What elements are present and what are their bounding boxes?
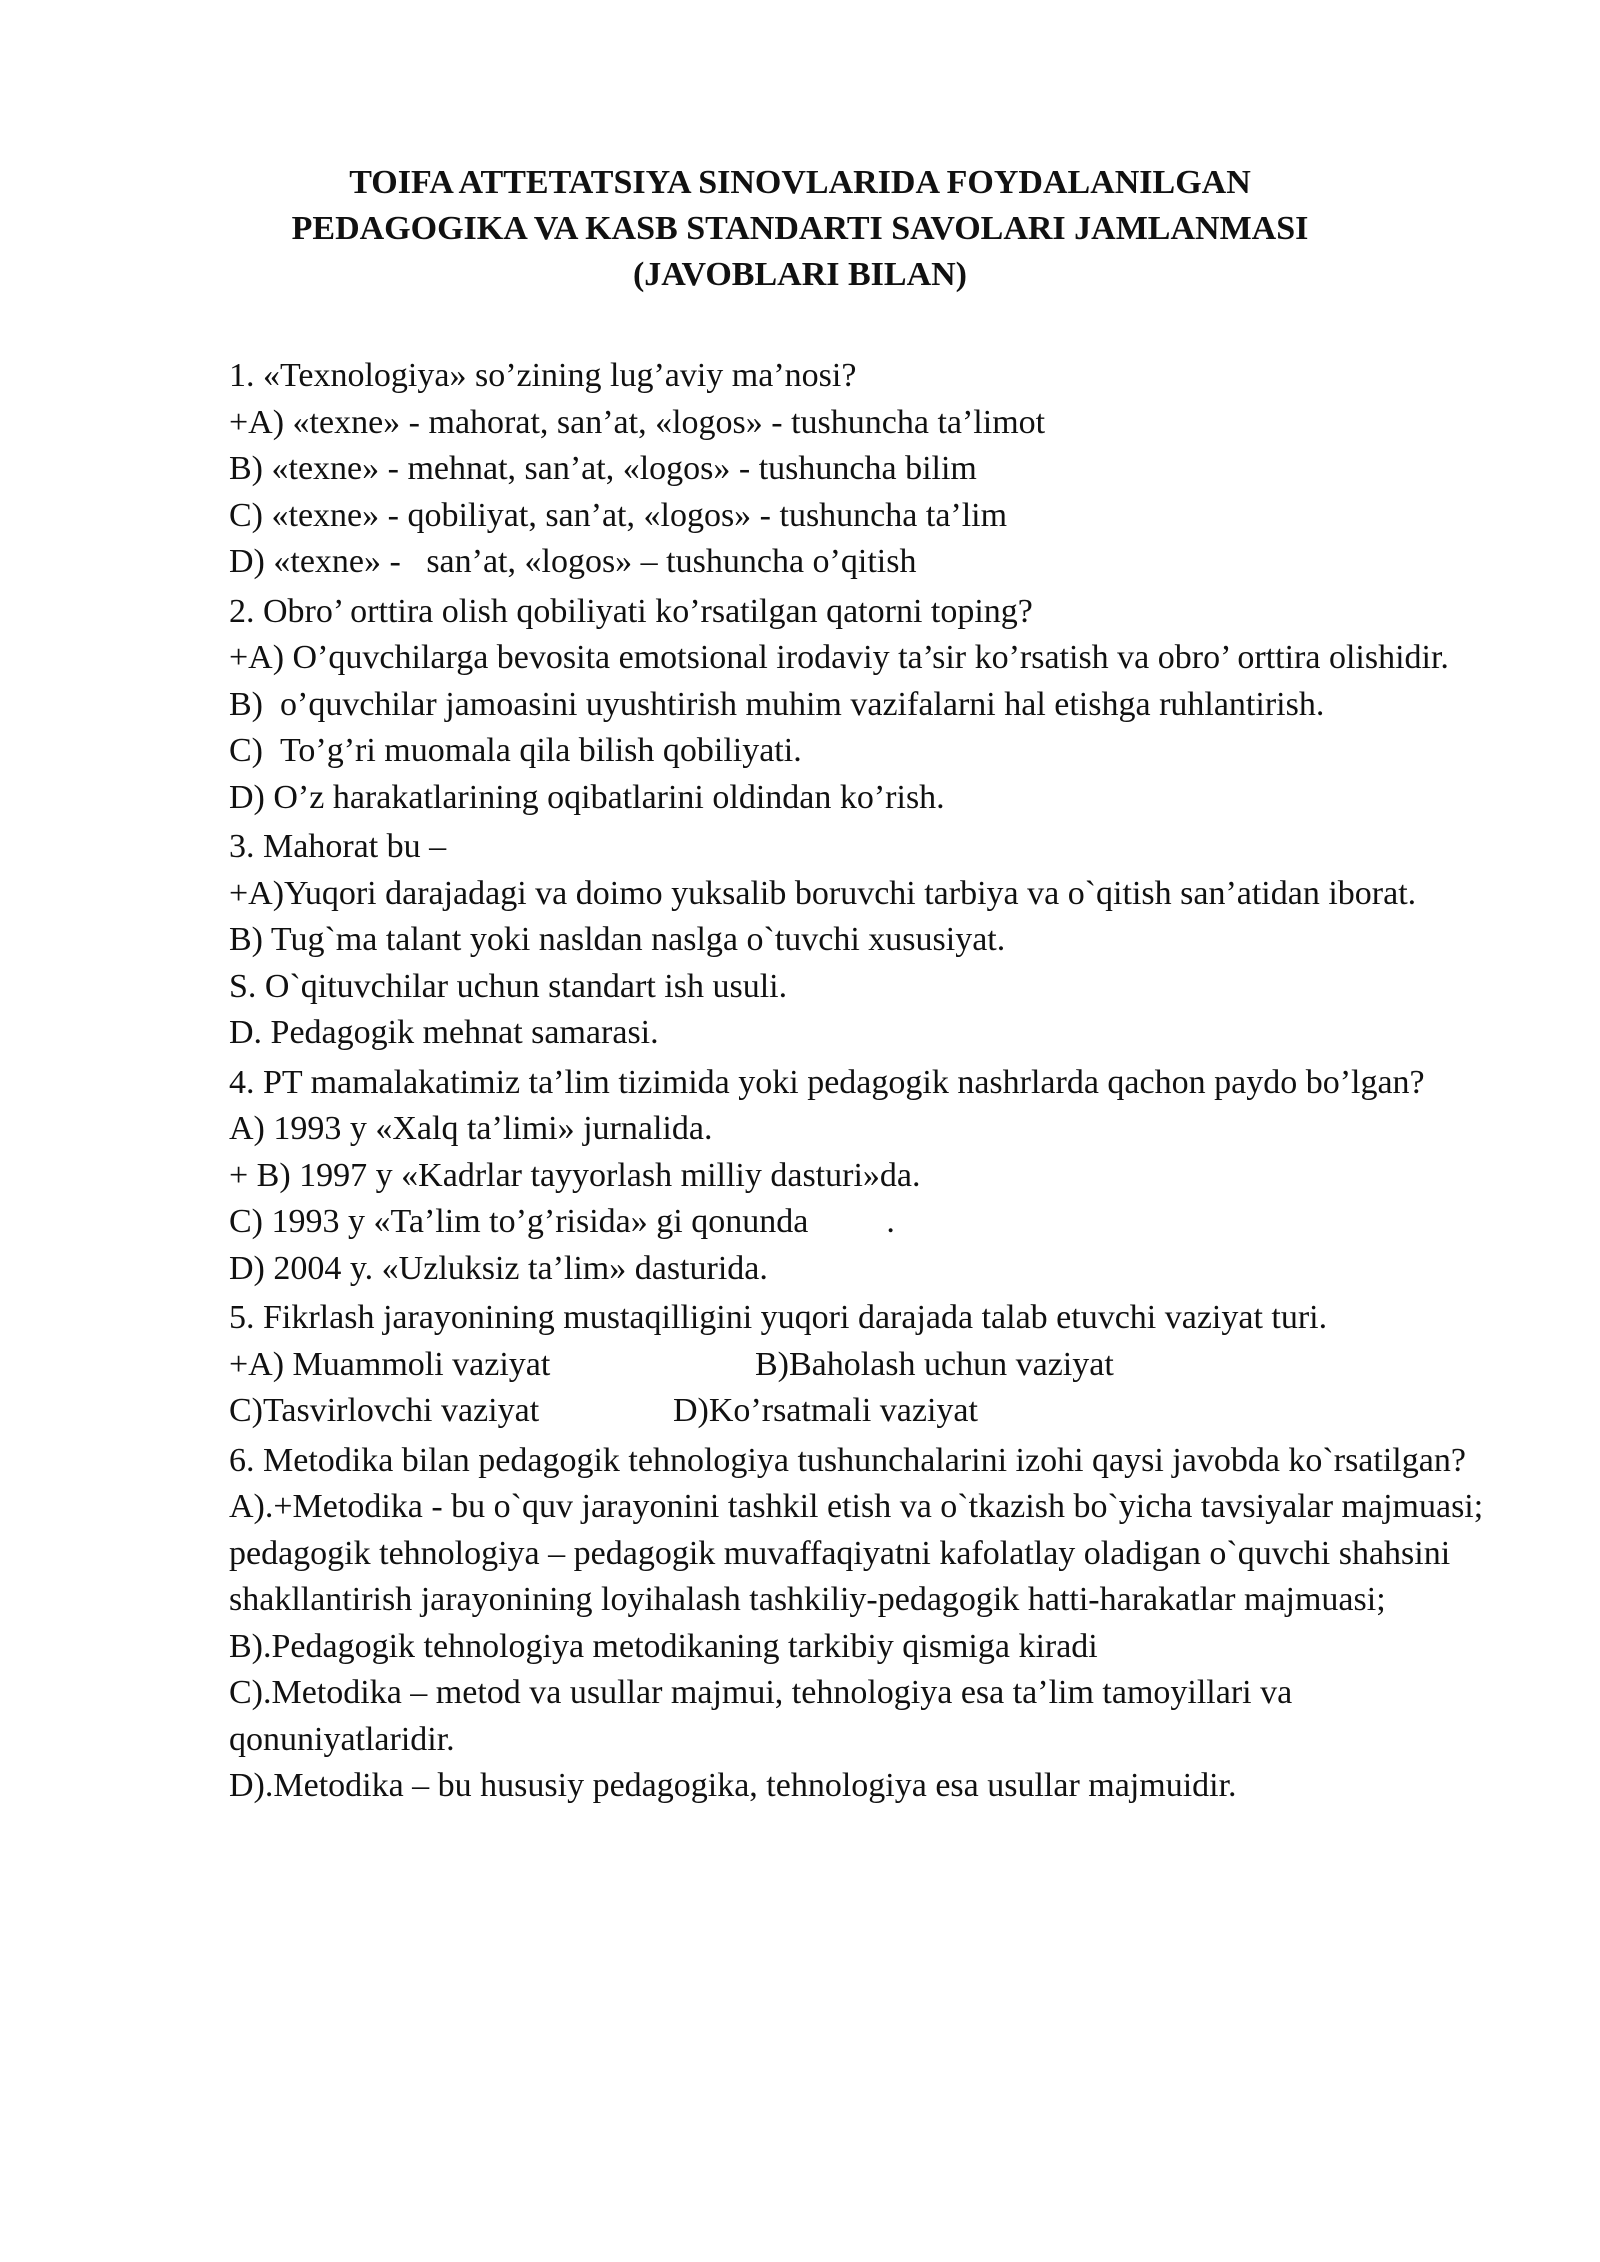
answer-option: +A)Yuqori darajadagi va doimo yuksalib boruvchi tarbiya va o`qitish san’atidan iborat. bbox=[229, 874, 1417, 912]
question-block bbox=[229, 589, 1489, 822]
question-block bbox=[229, 824, 1489, 1057]
answer-option: C) To’g’ri muomala qila bilish qobiliyati. bbox=[229, 732, 802, 769]
answer-option-text: C) 1993 y «Ta’lim to’g’risida» gi qonunda bbox=[229, 1203, 809, 1240]
answer-option: B) o’quvchilar jamoasini uyushtirish muhim vazifalarni hal etishga ruhlantirish. bbox=[229, 685, 1325, 723]
answer-option: +A) O’quvchilarga bevosita emotsional irodaviy ta’sir ko’rsatish va obro’ orttira olishidir. bbox=[229, 639, 1449, 676]
answer-option: A).+Metodika - bu o`quv jarayonini tashkil etish va o`tkazish bo`yicha tavsiyalar majmuasi; bbox=[229, 1488, 1484, 1525]
answer-option-continuation: pedagogik tehnologiya – pedagogik muvaffaqiyatni kafolatlay oladigan o`quvchi shahsini shakllantirish jarayonining loyihalash tashkiliy-pedagogik hatti-harakatlar majmuasi; bbox=[229, 1534, 1451, 1618]
answer-option: B) Tug`ma talant yoki nasldan naslga o`tuvchi xususiyat. bbox=[229, 921, 1006, 958]
answer-option: A) 1993 y «Xalq ta’limi» jurnalida. bbox=[229, 1110, 713, 1147]
answer-option: B)Baholash uchun vaziyat bbox=[755, 1345, 1114, 1383]
question-block bbox=[229, 1438, 1489, 1810]
question-text: 3. Mahorat bu – bbox=[229, 828, 447, 865]
answer-option: +A) «texne» - mahorat, san’at, «logos» - tushuncha ta’limot bbox=[229, 403, 1046, 441]
answer-option: C).Metodika – metod va usullar majmui, tehnologiya esa ta’lim tamoyillari va qonuniyatlaridir. bbox=[229, 1674, 1293, 1758]
answer-option: D) 2004 y. «Uzluksiz ta’lim» dasturida. bbox=[229, 1249, 768, 1287]
question-block bbox=[229, 353, 1489, 586]
answer-row bbox=[229, 1342, 1489, 1389]
title-line-1: TOIFA ATTETATSIYA SINOVLARIDA FOYDALANILGAN bbox=[349, 164, 1251, 201]
title-line-2: PEDAGOGIKA VA KASB STANDARTI SAVOLARI JAMLANMASI bbox=[291, 210, 1309, 247]
answer-option: B).Pedagogik tehnologiya metodikaning tarkibiy qismiga kiradi bbox=[229, 1627, 1098, 1665]
answer-option: C) «texne» - qobiliyat, san’at, «logos» - tushuncha ta’lim bbox=[229, 496, 1008, 534]
document-title bbox=[150, 160, 1450, 298]
answer-option: B) «texne» - mehnat, san’at, «logos» - tushuncha bilim bbox=[229, 450, 977, 487]
questions-list bbox=[229, 353, 1489, 1810]
answer-option: +A) Muammoli vaziyat bbox=[229, 1345, 551, 1383]
answer-option: D) O’z harakatlarining oqibatlarini oldindan ko’rish. bbox=[229, 778, 945, 816]
stray-period: . bbox=[886, 1203, 895, 1240]
question-text: 1. «Texnologiya» so’zining lug’aviy ma’nosi? bbox=[229, 357, 857, 394]
answer-option: + B) 1997 y «Kadrlar tayyorlash milliy dasturi»da. bbox=[229, 1156, 921, 1194]
answer-option: D)Ko’rsatmali vaziyat bbox=[673, 1392, 978, 1429]
answer-option: C)Tasvirlovchi vaziyat bbox=[229, 1392, 540, 1429]
answer-option bbox=[229, 1199, 1489, 1246]
question-text: 6. Metodika bilan pedagogik tehnologiya tushunchalarini izohi qaysi javobda ko`rsatilgan? bbox=[229, 1441, 1466, 1479]
answer-row bbox=[229, 1388, 1489, 1435]
answer-option: D. Pedagogik mehnat samarasi. bbox=[229, 1014, 659, 1051]
question-block bbox=[229, 1060, 1489, 1293]
question-text: 2. Obro’ orttira olish qobiliyati ko’rsatilgan qatorni toping? bbox=[229, 592, 1033, 630]
answer-option: D) «texne» - san’at, «logos» – tushuncha o’qitish bbox=[229, 543, 917, 580]
answer-option: D).Metodika – bu hususiy pedagogika, tehnologiya esa usullar majmuidir. bbox=[229, 1767, 1237, 1804]
title-line-3: (JAVOBLARI BILAN) bbox=[632, 256, 968, 293]
question-text: 5. Fikrlash jarayonining mustaqilligini yuqori darajada talab etuvchi vaziyat turi. bbox=[229, 1299, 1328, 1336]
answer-option: S. O`qituvchilar uchun standart ish usuli. bbox=[229, 967, 788, 1005]
question-block bbox=[229, 1295, 1489, 1435]
question-text: 4. PT mamalakatimiz ta’lim tizimida yoki pedagogik nashrlarda qachon paydo bo’lgan? bbox=[229, 1063, 1425, 1101]
